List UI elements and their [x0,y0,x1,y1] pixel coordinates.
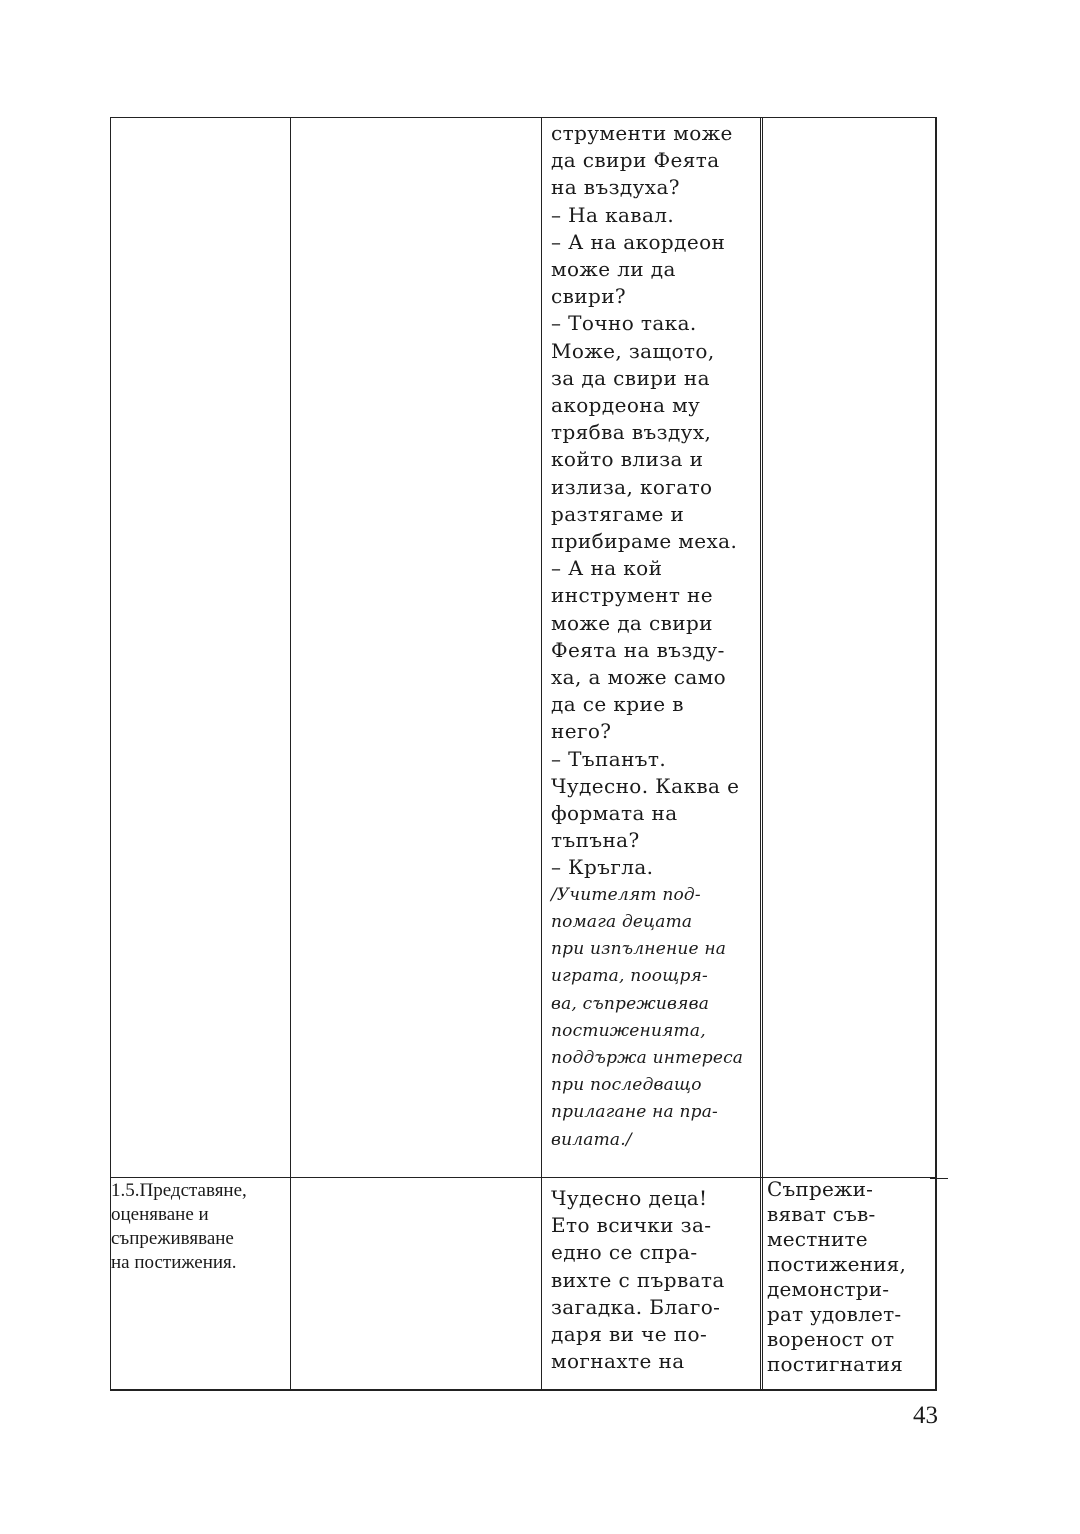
dialogue-line: – А на акордеон [551,229,726,254]
dialogue-line: инструмент не [551,583,714,608]
dialogue-line: прибираме меха. [551,529,738,554]
outcome-line: Съпрежи- [767,1177,874,1201]
stage-label-line: на постижения. [111,1252,237,1273]
dialogue-line: свири? [551,284,627,309]
row1-activity-cell [551,120,757,1154]
page-number: 43 [913,1402,938,1429]
stage-label-line: съпреживяване [111,1228,234,1249]
dialogue-line: – Точно така. [551,311,697,336]
dialogue-line: разтягаме и [551,501,685,526]
dialogue-line: тъпъна? [551,828,640,853]
dialogue-line: Чудесно. Каква е [551,773,740,798]
dialogue-line: трябва въздух, [551,420,712,445]
column-divider-3 [760,117,761,1391]
outcome-line: местните [767,1227,868,1251]
dialogue-line: на въздуха? [551,175,680,200]
dialogue-line: – Тъпанът. [551,746,667,771]
dialogue-line: да се крие в [551,692,684,717]
outcome-line: вореност от [767,1327,895,1351]
teacher-note-line: /Учителят под- [551,884,701,905]
dialogue-line: – А на кой [551,556,663,581]
teacher-note-line: прилагане на пра- [551,1102,718,1123]
column-divider-3-inner [762,117,763,1391]
table-bottom-border [110,1389,937,1391]
dialogue-line: може да свири [551,610,713,635]
dialogue-line: – Кръгла. [551,855,654,880]
table-top-border [110,117,937,118]
outcome-line: постигнатия [767,1352,903,1376]
teacher-note-line: вилата./ [551,1129,632,1150]
dialogue-line: – На кавал. [551,202,675,227]
teacher-note-line: поддържа интереса [551,1047,744,1068]
outcome-line: вяват съв- [767,1202,876,1226]
praise-line: едно се спра- [551,1240,698,1265]
dialogue-line: ха, а може само [551,665,727,690]
teacher-note-line: ва, съпреживява [551,993,710,1014]
praise-line: Ето всички за- [551,1213,712,1238]
dialogue-line: формата на [551,801,678,826]
dialogue-line: който влиза и [551,447,704,472]
dialogue-line: за да свири на [551,365,710,390]
teacher-note-line: при последващо [551,1075,702,1096]
dialogue-line: акордеона му [551,393,701,418]
teacher-note-line: постиженията, [551,1020,706,1041]
dialogue-line: да свири Феята [551,148,720,173]
teacher-note-line: помага децата [551,911,693,932]
dialogue-line: Феята на възду- [551,637,725,662]
outcome-line: рат удовлет- [767,1302,902,1326]
dialogue-line: може ли да [551,257,676,282]
praise-line: даря ви че по- [551,1322,708,1347]
teacher-note-line: играта, поощря- [551,966,708,987]
outcome-line: постижения, [767,1252,907,1276]
dialogue-line: излиза, когато [551,474,713,499]
row2-outcome-cell [767,1177,937,1377]
praise-line: загадка. Благо- [551,1294,721,1319]
row2-stage-cell [111,1179,293,1275]
dialogue-line: струменти може [551,121,733,145]
praise-line: вихте с първата [551,1267,725,1292]
praise-line: могнахте на [551,1349,685,1374]
praise-line: Чудесно деца! [551,1186,708,1210]
dialogue-line: него? [551,719,612,744]
stage-label-line: оценяване и [111,1204,209,1225]
dialogue-line: Може, защото, [551,338,715,363]
row2-activity-cell [551,1185,757,1375]
outcome-line: демонстри- [767,1277,890,1301]
stage-label-line: 1.5.Представяне, [111,1180,247,1201]
teacher-note-line: при изпълнение на [551,939,727,960]
column-divider-2 [541,117,542,1391]
